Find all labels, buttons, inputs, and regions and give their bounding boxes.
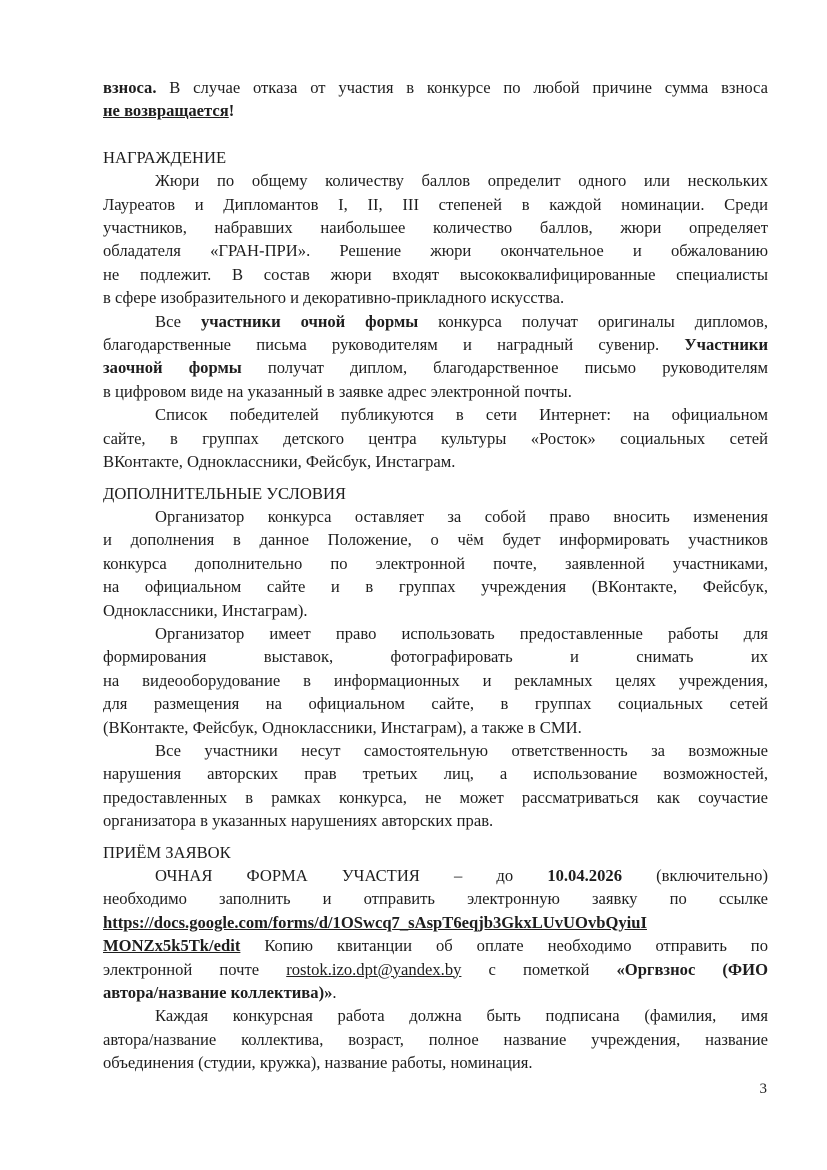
text-line xyxy=(103,1004,768,1027)
paragraph-work-signing xyxy=(103,1004,768,1074)
text-line xyxy=(103,239,768,262)
text-run: Копию квитанции об оплате необходимо отправить по xyxy=(240,936,768,956)
text-line xyxy=(103,645,768,668)
text-line xyxy=(103,76,768,99)
text-run: Список победителей публикуются в сети Интернет: на официальном xyxy=(155,405,768,425)
text-line xyxy=(103,286,768,309)
paragraph-amendments xyxy=(103,505,768,622)
text-line xyxy=(103,887,768,910)
text-run: ОЧНАЯ ФОРМА УЧАСТИЯ – до xyxy=(155,866,548,885)
text-run: сайте, в группах детского центра культуры «Росток» социальных сетей xyxy=(103,428,768,448)
text-run: обладателя «ГРАН-ПРИ». Решение жюри окончательное и обжалованию xyxy=(103,241,768,261)
text-run: Организатор имеет право использовать предоставленные работы для xyxy=(155,623,768,643)
emphasized-text: участники очной формы xyxy=(200,311,419,331)
text-line xyxy=(103,911,768,934)
paragraph-copyright xyxy=(103,739,768,833)
text-run: В случае отказа от участия в конкурсе по любой причине сумма взноса xyxy=(156,78,768,97)
text-run: Все участники несут самостоятельную ответственность за возможные xyxy=(155,740,768,760)
text-run: не подлежит. В состав жюри входят высококвалифицированные специалисты xyxy=(103,264,768,284)
emphasized-text: 10.04.2026 xyxy=(547,866,622,885)
text-line xyxy=(103,356,768,379)
text-run: организатора в указанных нарушениях авторских прав. xyxy=(103,811,494,831)
emphasized-text: «Оргвзнос (ФИО xyxy=(616,959,769,979)
text-block xyxy=(103,76,768,1075)
paragraph-winners-diplomas xyxy=(103,310,768,404)
text-run: конкурса получат оригиналы дипломов, xyxy=(418,311,769,331)
paragraph-winners-list xyxy=(103,403,768,473)
text-line xyxy=(103,599,768,622)
text-run: и дополнения в данное Положение, о чём будет информировать участников xyxy=(103,530,768,550)
text-run: необходимо заполнить и отправить электронную заявку по ссылке xyxy=(103,889,768,909)
text-line xyxy=(103,981,768,1004)
text-line xyxy=(103,552,768,575)
paragraph-usage-rights xyxy=(103,622,768,739)
text-line xyxy=(103,310,768,333)
text-run: на видеооборудование в информационных и рекламных целях учреждения, xyxy=(103,670,768,690)
text-run: ПРИЁМ ЗАЯВОК xyxy=(103,842,231,862)
text-line xyxy=(103,193,768,216)
text-line xyxy=(103,716,768,739)
text-line xyxy=(103,622,768,645)
spacer xyxy=(103,474,768,482)
text-line xyxy=(103,669,768,692)
text-run: Каждая конкурсная работа должна быть подписана (фамилия, имя xyxy=(155,1006,768,1026)
text-line xyxy=(103,1051,768,1074)
text-run: Все xyxy=(155,311,201,331)
text-run: (ВКонтакте, Фейсбук, Одноклассники, Инстаграм), а также в СМИ. xyxy=(103,717,582,737)
text-run: Организатор конкурса оставляет за собой право вносить изменения xyxy=(155,506,768,526)
section-heading-applications xyxy=(103,841,768,864)
heading-line xyxy=(103,841,768,864)
text-run: конкурса дополнительно по электронной почте, заявленной участниками, xyxy=(103,553,768,573)
text-run: Лауреатов и Дипломантов I, II, III степеней в каждой номинации. Среди xyxy=(103,194,768,214)
section-heading-additional-terms xyxy=(103,482,768,505)
text-run: ДОПОЛНИТЕЛЬНЫЕ УСЛОВИЯ xyxy=(103,483,346,503)
text-run: для размещения на официальном сайте, в группах социальных сетей xyxy=(103,694,768,714)
text-run: ВКонтакте, Одноклассники, Фейсбук, Инстаграм. xyxy=(103,452,456,472)
text-run: в сфере изобразительного и декоративно-прикладного искусства. xyxy=(103,288,565,308)
text-run: автора/название коллектива, возраст, полное название учреждения, название xyxy=(103,1029,768,1049)
text-line xyxy=(103,739,768,762)
emphasized-text: ! xyxy=(228,101,235,121)
text-line xyxy=(103,786,768,809)
emphasized-text: автора/название коллектива)» xyxy=(103,983,333,1003)
text-run: предоставленных в рамках конкурса, не может рассматриваться как соучастие xyxy=(103,787,768,807)
email-link[interactable]: rostok.izo.dpt@yandex.by xyxy=(286,959,462,979)
heading-line xyxy=(103,482,768,505)
section-heading-awards xyxy=(103,146,768,169)
text-run: формирования выставок, фотографировать и снимать их xyxy=(103,647,768,667)
text-line xyxy=(103,762,768,785)
text-line xyxy=(103,528,768,551)
text-run: на официальном сайте и в группах учреждения (ВКонтакте, Фейсбук, xyxy=(103,577,768,597)
text-line xyxy=(103,809,768,832)
text-run: . xyxy=(332,983,337,1003)
emphasized-text: заочной формы xyxy=(103,358,242,378)
text-line xyxy=(103,99,768,122)
spacer xyxy=(103,833,768,841)
text-run: нарушения авторских прав третьих лиц, а использование возможностей, xyxy=(103,764,768,784)
text-line xyxy=(103,864,768,887)
text-run: Жюри по общему количеству баллов определит одного или нескольких xyxy=(155,171,768,191)
paragraph-application-procedure xyxy=(103,864,768,1004)
paragraph-jury xyxy=(103,169,768,309)
text-line xyxy=(103,934,768,957)
text-run: с пометкой xyxy=(461,959,617,979)
emphasized-text: не возвращается xyxy=(103,101,229,121)
text-line xyxy=(103,1028,768,1051)
text-run: объединения (студии, кружка), название работы, номинация. xyxy=(103,1053,533,1073)
heading-line xyxy=(103,146,768,169)
text-line xyxy=(103,333,768,356)
text-run: участников, набравших наибольшее количество баллов, жюри определяет xyxy=(103,218,768,238)
text-line xyxy=(103,263,768,286)
text-run: НАГРАЖДЕНИЕ xyxy=(103,147,227,167)
google-form-link[interactable]: MONZx5k5Tk/edit xyxy=(103,936,241,956)
text-line xyxy=(103,505,768,528)
page-number: 3 xyxy=(759,1081,767,1097)
text-line xyxy=(103,216,768,239)
text-line xyxy=(103,575,768,598)
google-form-link[interactable]: https://docs.google.com/forms/d/1OSwcq7_sAspT6eqjb3GkxLUvUOvbQyiuI xyxy=(103,912,647,932)
text-line xyxy=(103,403,768,426)
text-line xyxy=(103,169,768,192)
text-run: Одноклассники, Инстаграм). xyxy=(103,600,308,620)
text-line xyxy=(103,692,768,715)
text-line xyxy=(103,380,768,403)
text-run: (включительно) xyxy=(621,866,768,885)
text-line xyxy=(103,958,768,981)
text-line xyxy=(103,450,768,473)
emphasized-text: Участники xyxy=(684,335,768,355)
spacer xyxy=(103,123,768,146)
text-run: благодарственные письма руководителям и наградный сувенир. xyxy=(103,335,685,355)
text-run: получат диплом, благодарственное письмо руководителям xyxy=(241,358,768,378)
text-line xyxy=(103,427,768,450)
text-run: в цифровом виде на указанный в заявке адрес электронной почты. xyxy=(103,381,572,401)
continuation-paragraph xyxy=(103,76,768,123)
emphasized-text: взноса. xyxy=(103,78,157,97)
text-run: электронной почте xyxy=(103,959,287,979)
